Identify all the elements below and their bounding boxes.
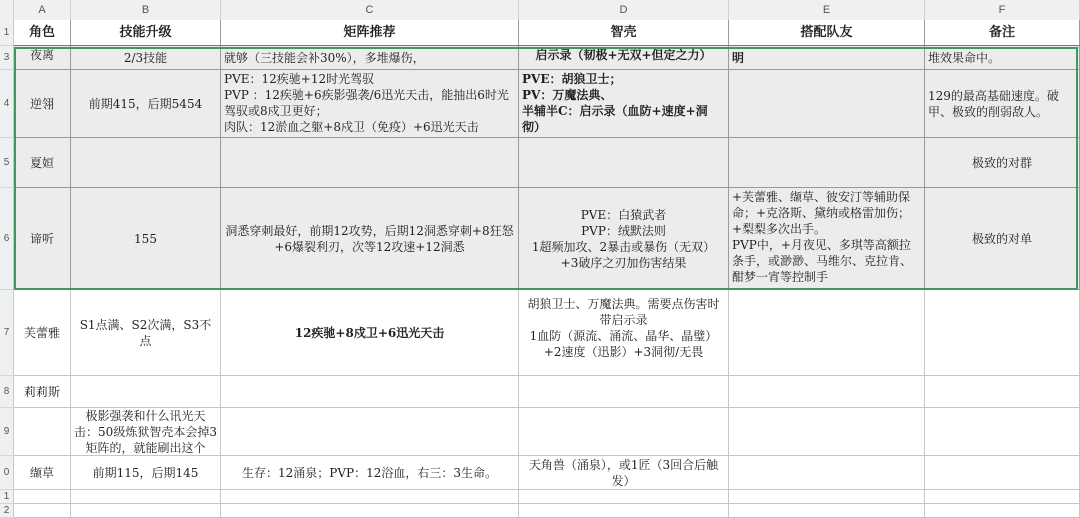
cell-role[interactable]: 夏姮 xyxy=(14,138,71,188)
cell-notes[interactable] xyxy=(925,290,1080,376)
cell-matrix[interactable]: 12疾驰+8戍卫+6迅光天击 xyxy=(221,290,519,376)
cell-teammates[interactable]: 明 xyxy=(729,46,925,70)
column-header-bar xyxy=(0,0,1080,21)
cell-shell[interactable] xyxy=(519,408,729,456)
header-row xyxy=(14,20,1080,46)
table-row xyxy=(14,46,1080,70)
cell-skill[interactable] xyxy=(71,138,221,188)
cell-teammates[interactable] xyxy=(729,490,925,504)
row-number[interactable]: 0 xyxy=(0,456,14,490)
cell-shell[interactable] xyxy=(519,376,729,408)
column-letter-d[interactable]: D xyxy=(519,0,729,20)
cell-role[interactable] xyxy=(14,408,71,456)
header-cell-role[interactable]: 角色 xyxy=(14,20,71,46)
row-number[interactable]: 9 xyxy=(0,408,14,456)
header-cell-notes[interactable]: 备注 xyxy=(925,20,1080,46)
cell-shell[interactable]: 天角兽（涌泉），或1匠（3回合后触发） xyxy=(519,456,729,490)
row-number[interactable]: 7 xyxy=(0,290,14,376)
row-number[interactable]: 3 xyxy=(0,46,14,70)
cell-notes[interactable] xyxy=(925,408,1080,456)
column-letter-b[interactable]: B xyxy=(71,0,221,20)
cell-notes[interactable]: 极致的对单 xyxy=(925,188,1080,290)
row-number[interactable]: 8 xyxy=(0,376,14,408)
header-cell-teammates[interactable]: 搭配队友 xyxy=(729,20,925,46)
table-row xyxy=(14,504,1080,518)
cell-skill[interactable]: S1点满、S2次满，S3不点 xyxy=(71,290,221,376)
cell-notes[interactable] xyxy=(925,456,1080,490)
column-letter-e[interactable]: E xyxy=(729,0,925,20)
cell-role[interactable]: 夜离 xyxy=(14,46,71,70)
cell-notes[interactable]: 堆效果命中。 xyxy=(925,46,1080,70)
cell-skill[interactable]: 155 xyxy=(71,188,221,290)
cell-matrix[interactable]: 就够（三技能会补30%），多堆爆伤， xyxy=(221,46,519,70)
cell-shell[interactable]: 启示录（韧极+无双+但定之力） xyxy=(519,46,729,70)
header-cell-skill[interactable]: 技能升级 xyxy=(71,20,221,46)
cell-skill[interactable]: 前期115，后期145 xyxy=(71,456,221,490)
cell-matrix[interactable] xyxy=(221,504,519,518)
cell-skill[interactable] xyxy=(71,490,221,504)
cell-shell[interactable]: 胡狼卫士、万魔法典。需要点伤害时带启示录 1血防（源流、涌流、晶华、晶璧）+2速度（迅影）+3洞彻/无畏 xyxy=(519,290,729,376)
cell-matrix[interactable]: PVE：12疾驰+12时光驾驭 PVP ：12疾驰+6疾影强袭/6迅光天击，能抽出6时光驾驭或8戍卫更好； 肉队：12淤血之躯+8戍卫（免疫）+6迅光天击 xyxy=(221,70,519,138)
cell-skill[interactable]: 前期415，后期5454 xyxy=(71,70,221,138)
header-cell-matrix[interactable]: 矩阵推荐 xyxy=(221,20,519,46)
cell-shell[interactable]: PVE：白猿武者 PVP：绒默法则 1超频加攻、2暴击或暴伤（无双） +3破序之刃加伤害结果 xyxy=(519,188,729,290)
column-letter-a[interactable]: A xyxy=(14,0,71,20)
row-number[interactable]: 4 xyxy=(0,70,14,138)
cell-role[interactable]: 谛听 xyxy=(14,188,71,290)
cell-matrix[interactable] xyxy=(221,138,519,188)
cell-teammates[interactable] xyxy=(729,290,925,376)
cell-skill[interactable] xyxy=(71,504,221,518)
cell-shell[interactable] xyxy=(519,138,729,188)
table-row xyxy=(14,456,1080,490)
header-cell-shell[interactable]: 智壳 xyxy=(519,20,729,46)
cell-notes[interactable] xyxy=(925,376,1080,408)
cell-teammates[interactable] xyxy=(729,456,925,490)
cell-teammates[interactable] xyxy=(729,70,925,138)
table-row xyxy=(14,188,1080,290)
row-number[interactable]: 1 xyxy=(0,490,14,504)
row-number[interactable]: 5 xyxy=(0,138,14,188)
cell-matrix[interactable]: 洞悉穿刺最好，前期12攻势，后期12洞悉穿刺+8狂怒+6爆裂利刃，次等12攻速+12洞悉 xyxy=(221,188,519,290)
cell-skill[interactable] xyxy=(71,376,221,408)
cell-teammates[interactable] xyxy=(729,504,925,518)
cell-matrix[interactable] xyxy=(221,490,519,504)
cell-role[interactable]: 莉莉斯 xyxy=(14,376,71,408)
column-letter-f[interactable]: F xyxy=(925,0,1080,20)
column-letter-c[interactable]: C xyxy=(221,0,519,20)
table-row xyxy=(14,70,1080,138)
cell-shell[interactable] xyxy=(519,490,729,504)
row-number[interactable]: 2 xyxy=(0,504,14,518)
table-row xyxy=(14,376,1080,408)
table-row xyxy=(14,408,1080,456)
row-number[interactable]: 6 xyxy=(0,188,14,290)
cell-role[interactable]: 逆翎 xyxy=(14,70,71,138)
cell-matrix[interactable] xyxy=(221,408,519,456)
cell-teammates[interactable] xyxy=(729,376,925,408)
cell-notes[interactable] xyxy=(925,490,1080,504)
cell-skill[interactable]: 极影强袭和什么讯光天击：50级炼狱智壳本会掉3矩阵的，就能刷出这个 xyxy=(71,408,221,456)
cell-role[interactable]: 芙蕾雅 xyxy=(14,290,71,376)
cell-notes[interactable] xyxy=(925,504,1080,518)
cell-notes[interactable]: 129的最高基础速度。破甲、极致的削弱敌人。 xyxy=(925,70,1080,138)
cell-role[interactable] xyxy=(14,490,71,504)
cell-role[interactable]: 缬草 xyxy=(14,456,71,490)
table-row xyxy=(14,138,1080,188)
cell-shell[interactable]: PVE：胡狼卫士； PV：万魔法典、 半辅半C：启示录（血防+速度+洞彻） xyxy=(519,70,729,138)
select-all-corner[interactable] xyxy=(0,0,14,20)
cell-teammates[interactable] xyxy=(729,408,925,456)
cell-teammates[interactable] xyxy=(729,138,925,188)
cell-matrix[interactable] xyxy=(221,376,519,408)
table-row xyxy=(14,490,1080,504)
cell-shell[interactable] xyxy=(519,504,729,518)
table-row xyxy=(14,290,1080,376)
cell-teammates[interactable]: +芙蕾雅、缬草、彼安汀等辅助保命；+克洛斯、黛纳或格雷加伤；+梨梨多次出手。 PVP中，+月夜见、多琪等高额拉条手，或渺渺、马维尔、克拉肯、酣梦一宵等控制手 xyxy=(729,188,925,290)
cell-notes[interactable]: 极致的对群 xyxy=(925,138,1080,188)
cell-role[interactable] xyxy=(14,504,71,518)
cell-matrix[interactable]: 生存：12涌泉；PVP：12浴血，右三：3生命。 xyxy=(221,456,519,490)
cell-skill[interactable]: 2/3技能 xyxy=(71,46,221,70)
row-number[interactable]: 1 xyxy=(0,20,14,46)
